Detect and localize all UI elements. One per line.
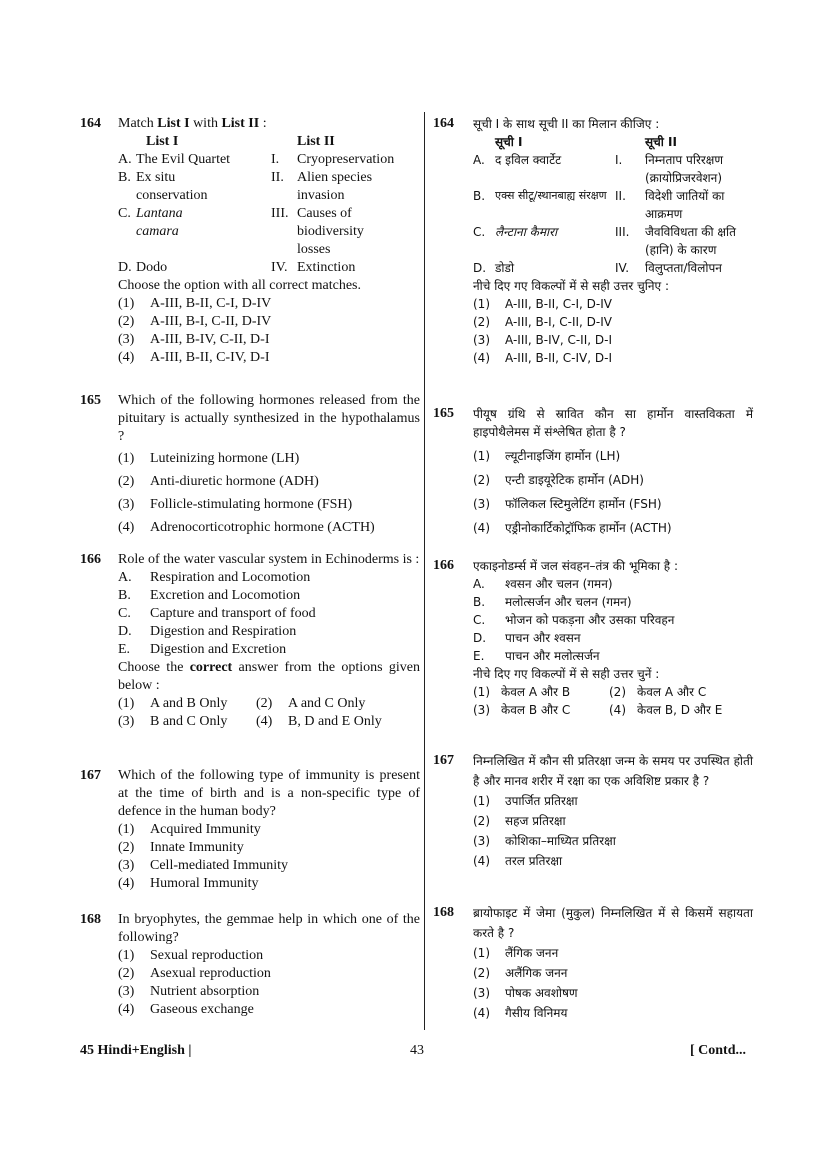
question-number: 166 bbox=[433, 558, 454, 573]
option-2[interactable]: (2) Asexual reproduction bbox=[118, 966, 271, 981]
option-2[interactable]: (2) A-III, B-I, C-II, D-IV bbox=[118, 314, 272, 329]
list-ii-header: List II bbox=[297, 134, 335, 149]
footer-contd: [ Contd... bbox=[690, 1043, 747, 1058]
question-stem: In bryophytes, the gemmae help in which one of the following? bbox=[118, 912, 420, 945]
option-4[interactable]: (4) तरल प्रतिरक्षा bbox=[473, 854, 563, 868]
row-roman: II. bbox=[615, 189, 626, 203]
row-roman: IV. bbox=[615, 261, 630, 275]
question-number: 168 bbox=[80, 912, 101, 927]
item-d: D. Digestion and Respiration bbox=[118, 624, 297, 639]
option-3[interactable]: (3) केवल B और C bbox=[473, 703, 571, 717]
option-4[interactable]: (4) A-III, B-II, C-IV, D-I bbox=[118, 350, 270, 365]
list-ii-item: Alien species invasion bbox=[297, 170, 373, 203]
question-stem: सूची I के साथ सूची II का मिलान कीजिए : bbox=[473, 117, 660, 131]
list-i-header: सूची I bbox=[495, 135, 523, 149]
option-1[interactable]: (1) Luteinizing hormone (LH) bbox=[118, 451, 300, 466]
question-number: 166 bbox=[80, 552, 101, 567]
question-stem: Which of the following type of immunity is present at the time of birth and is a non-specific type of defence in the human body? bbox=[118, 768, 420, 819]
question-number: 164 bbox=[80, 116, 101, 131]
question-stem: ब्रायोफाइट में जेमा (मुकुल) निम्नलिखित में से किसमें सहायता करते है ? bbox=[473, 906, 753, 940]
option-1[interactable]: (1) A-III, B-II, C-I, D-IV bbox=[473, 297, 612, 311]
option-4[interactable]: (4) B, D and E Only bbox=[256, 714, 382, 729]
option-2[interactable]: (2) Innate Immunity bbox=[118, 840, 244, 855]
item-c: C. भोजन को पकड़ना और उसका परिवहन bbox=[473, 613, 675, 627]
match-table bbox=[118, 133, 420, 277]
question-stem: Which of the following hormones released from the pituitary is actually synthesized in the hypothalamus ? bbox=[118, 393, 420, 444]
question-stem: पीयूष ग्रंथि से स्रावित कौन सा हार्मोन वास्तविकता में हाइपोथैलेमस में संश्लेषित होता है ? bbox=[473, 407, 753, 439]
option-1[interactable]: (1) लैंगिक जनन bbox=[473, 946, 559, 960]
row-label: C. bbox=[473, 225, 486, 239]
question-166-en bbox=[80, 551, 420, 731]
column-divider bbox=[424, 112, 425, 1030]
question-number: 167 bbox=[80, 768, 101, 783]
question-164-en bbox=[80, 115, 420, 367]
option-4[interactable]: (4) A-III, B-II, C-IV, D-I bbox=[473, 351, 612, 365]
question-stem: Role of the water vascular system in Echinoderms is : bbox=[118, 552, 420, 567]
instruction: नीचे दिए गए विकल्पों में से सही उत्तर चुनिए : bbox=[473, 279, 670, 293]
page-number: 43 bbox=[410, 1043, 424, 1058]
row-label: A. bbox=[118, 152, 132, 167]
option-1[interactable]: (1) ल्यूटीनाइजिंग हार्मोन (LH) bbox=[473, 449, 621, 463]
item-e: E. Digestion and Excretion bbox=[118, 642, 287, 657]
item-a: A. श्वसन और चलन (गमन) bbox=[473, 577, 613, 591]
option-1[interactable]: (1) Sexual reproduction bbox=[118, 948, 264, 963]
row-roman: I. bbox=[271, 152, 280, 167]
match-table bbox=[473, 133, 753, 277]
row-roman: I. bbox=[615, 153, 623, 167]
list-i-item: एक्स सीटू/स्थानबाह्य संरक्षण bbox=[495, 189, 607, 202]
question-stem: एकाइनोडर्म्स में जल संवहन–तंत्र की भूमिका है : bbox=[473, 559, 679, 573]
option-4[interactable]: (4) Gaseous exchange bbox=[118, 1002, 254, 1017]
row-label: D. bbox=[118, 260, 132, 275]
instruction: Choose the correct answer from the options given below : bbox=[118, 660, 421, 693]
item-a: A. Respiration and Locomotion bbox=[118, 570, 311, 585]
row-label: B. bbox=[118, 170, 131, 185]
instruction: नीचे दिए गए विकल्पों में से सही उत्तर चुनें : bbox=[473, 667, 660, 681]
list-i-item: लैन्टाना कैमारा bbox=[495, 225, 558, 239]
option-2[interactable]: (2) A-III, B-I, C-II, D-IV bbox=[473, 315, 612, 329]
item-c: C. Capture and transport of food bbox=[118, 606, 316, 621]
row-roman: III. bbox=[615, 225, 630, 239]
row-label: C. bbox=[118, 206, 131, 221]
option-3[interactable]: (3) A-III, B-IV, C-II, D-I bbox=[473, 333, 612, 347]
list-i-item: Lantana camara bbox=[136, 206, 183, 239]
option-1[interactable]: (1) A-III, B-II, C-I, D-IV bbox=[118, 296, 272, 311]
question-166-hi bbox=[433, 557, 753, 719]
list-i-header: List I bbox=[146, 134, 179, 149]
option-2[interactable]: (2) सहज प्रतिरक्षा bbox=[473, 814, 566, 828]
list-i-item: डोडो bbox=[495, 261, 515, 275]
option-4[interactable]: (4) Adrenocorticotrophic hormone (ACTH) bbox=[118, 520, 375, 535]
question-stem: Match List I with List II : bbox=[118, 116, 267, 131]
question-164-hi bbox=[433, 115, 753, 367]
option-1[interactable]: (1) Acquired Immunity bbox=[118, 822, 261, 837]
option-4[interactable]: (4) Humoral Immunity bbox=[118, 876, 259, 891]
option-1[interactable]: (1) उपार्जित प्रतिरक्षा bbox=[473, 794, 578, 808]
option-1[interactable]: (1) केवल A और B bbox=[473, 685, 571, 699]
option-2[interactable]: (2) एन्टी डाइयूरेटिक हार्मोन (ADH) bbox=[473, 473, 644, 487]
option-3[interactable]: (3) Cell-mediated Immunity bbox=[118, 858, 289, 873]
list-i-item: Dodo bbox=[136, 260, 168, 275]
question-168-en bbox=[80, 911, 420, 1019]
option-3[interactable]: (3) पोषक अवशोषण bbox=[473, 986, 578, 1000]
option-4[interactable]: (4) केवल B, D और E bbox=[609, 703, 723, 717]
question-number: 167 bbox=[433, 753, 454, 768]
list-ii-header: सूची II bbox=[645, 135, 677, 149]
item-b: B. मलोत्सर्जन और चलन (गमन) bbox=[473, 595, 632, 609]
instruction: Choose the option with all correct matches. bbox=[118, 278, 361, 293]
question-number: 165 bbox=[433, 406, 454, 421]
list-ii-item: Causes of biodiversity losses bbox=[297, 206, 364, 257]
option-3[interactable]: (3) B and C Only bbox=[118, 714, 228, 729]
option-3[interactable]: (3) Follicle-stimulating hormone (FSH) bbox=[118, 497, 353, 512]
option-2[interactable]: (2) केवल A और C bbox=[609, 685, 707, 699]
row-roman: III. bbox=[271, 206, 289, 221]
list-ii-item: Extinction bbox=[297, 260, 356, 275]
option-2[interactable]: (2) Anti-diuretic hormone (ADH) bbox=[118, 474, 319, 489]
item-b: B. Excretion and Locomotion bbox=[118, 588, 301, 603]
list-ii-item: विदेशी जातियों का आक्रमण bbox=[645, 189, 725, 221]
footer-code: 45 Hindi+English | bbox=[80, 1043, 192, 1058]
list-ii-item: निम्नताप परिरक्षण (क्रायोप्रिजरवेशन) bbox=[645, 153, 724, 185]
question-number: 165 bbox=[80, 393, 101, 408]
option-3[interactable]: (3) A-III, B-IV, C-II, D-I bbox=[118, 332, 270, 347]
option-2[interactable]: (2) अलैंगिक जनन bbox=[473, 966, 568, 980]
option-3[interactable]: (3) Nutrient absorption bbox=[118, 984, 260, 999]
list-ii-item: जैवविविधता की क्षति (हानि) के कारण bbox=[645, 225, 736, 257]
list-ii-item: Cryopreservation bbox=[297, 152, 395, 167]
row-label: A. bbox=[473, 153, 485, 167]
row-roman: II. bbox=[271, 170, 284, 185]
option-4[interactable]: (4) गैसीय विनिमय bbox=[473, 1006, 568, 1020]
list-ii-item: विलुप्तता/विलोपन bbox=[645, 261, 722, 275]
option-1[interactable]: (1) A and B Only bbox=[118, 696, 228, 711]
question-number: 164 bbox=[433, 116, 454, 131]
question-number: 168 bbox=[433, 905, 454, 920]
row-label: D. bbox=[473, 261, 487, 275]
item-e: E. पाचन और मलोत्सर्जन bbox=[473, 649, 600, 663]
item-d: D. पाचन और श्वसन bbox=[473, 631, 581, 645]
question-167-en bbox=[80, 767, 420, 893]
list-i-item: Ex situ conservation bbox=[136, 170, 208, 203]
option-2[interactable]: (2) A and C Only bbox=[256, 696, 366, 711]
option-4[interactable]: (4) एड्रीनोकार्टिकोट्रॉफिक हार्मोन (ACTH) bbox=[473, 521, 672, 535]
option-3[interactable]: (3) कोशिका–माध्यित प्रतिरक्षा bbox=[473, 834, 616, 848]
question-167-hi bbox=[433, 751, 753, 871]
row-roman: IV. bbox=[271, 260, 288, 275]
list-i-item: द इविल क्वार्टेट bbox=[495, 153, 562, 167]
question-168-hi bbox=[433, 903, 753, 1023]
list-i-item: The Evil Quartet bbox=[136, 152, 231, 167]
question-165-en bbox=[80, 392, 420, 537]
row-label: B. bbox=[473, 189, 486, 203]
option-3[interactable]: (3) फॉलिकल स्टिमुलेटिंग हार्मोन (FSH) bbox=[473, 497, 662, 511]
question-stem: निम्नलिखित में कौन सी प्रतिरक्षा जन्म के समय पर उपस्थित होती है और मानव शरीर में रक्षा का एक अविशिष्ट प्रकार है ? bbox=[473, 754, 753, 788]
question-165-hi bbox=[433, 405, 753, 537]
